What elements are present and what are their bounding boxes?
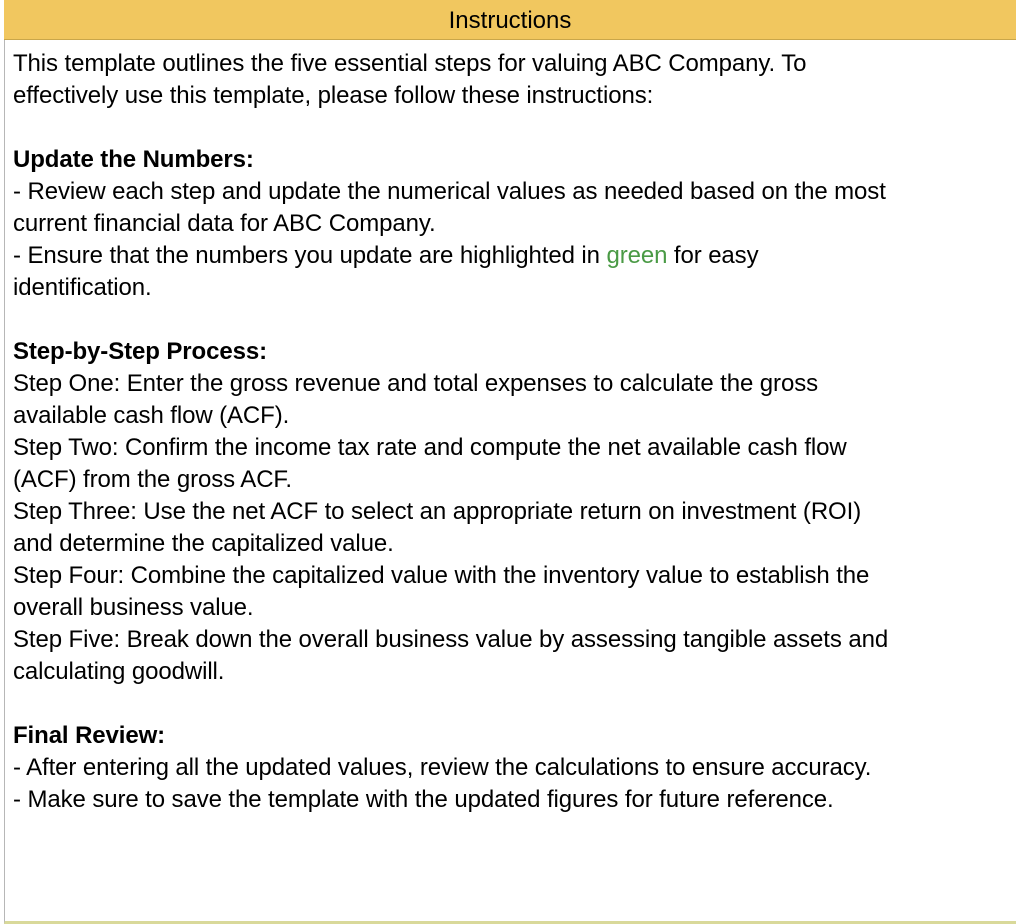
blank-line	[13, 688, 1016, 720]
process-line: (ACF) from the gross ACF.	[13, 466, 292, 493]
instructions-header-cell[interactable]	[4, 0, 1016, 40]
process-line: Step Five: Break down the overall business value by assessing tangible assets and	[13, 626, 889, 653]
update-numbers-heading: Update the Numbers:	[13, 146, 254, 173]
item-2-text-after: for easy	[667, 242, 759, 269]
process-line: Step Four: Combine the capitalized value with the inventory value to establish the	[13, 562, 870, 589]
update-numbers-item-2-line-1	[13, 240, 1016, 272]
final-review-item-2: - Make sure to save the template with the updated figures for future reference.	[13, 786, 834, 813]
item-2-text-before: - Ensure that the numbers you update are highlighted in	[13, 242, 607, 269]
process-line: calculating goodwill.	[13, 658, 225, 685]
intro-line-1: This template outlines the five essential steps for valuing ABC Company. To	[13, 50, 807, 77]
final-review-heading: Final Review:	[13, 722, 166, 749]
process-line: Step One: Enter the gross revenue and total expenses to calculate the gross	[13, 370, 818, 397]
process-line: overall business value.	[13, 594, 254, 621]
update-numbers-item-2-line-2: identification.	[13, 274, 152, 301]
update-numbers-item-1-line-1: - Review each step and update the numerical values as needed based on the most	[13, 178, 886, 205]
process-line: available cash flow (ACF).	[13, 402, 290, 429]
process-line: and determine the capitalized value.	[13, 530, 394, 557]
instructions-body-cell[interactable]	[4, 40, 1016, 924]
final-review-item-1: - After entering all the updated values, review the calculations to ensure accuracy.	[13, 754, 872, 781]
intro-line-2: effectively use this template, please follow these instructions:	[13, 82, 654, 109]
process-heading: Step-by-Step Process:	[13, 338, 267, 365]
green-highlight-word: green	[606, 242, 668, 269]
blank-line	[13, 112, 1016, 144]
process-line: Step Three: Use the net ACF to select an appropriate return on investment (ROI)	[13, 498, 862, 525]
process-line: Step Two: Confirm the income tax rate and compute the net available cash flow	[13, 434, 847, 461]
instructions-title: Instructions	[448, 7, 572, 34]
blank-line	[13, 304, 1016, 336]
update-numbers-item-1-line-2: current financial data for ABC Company.	[13, 210, 436, 237]
